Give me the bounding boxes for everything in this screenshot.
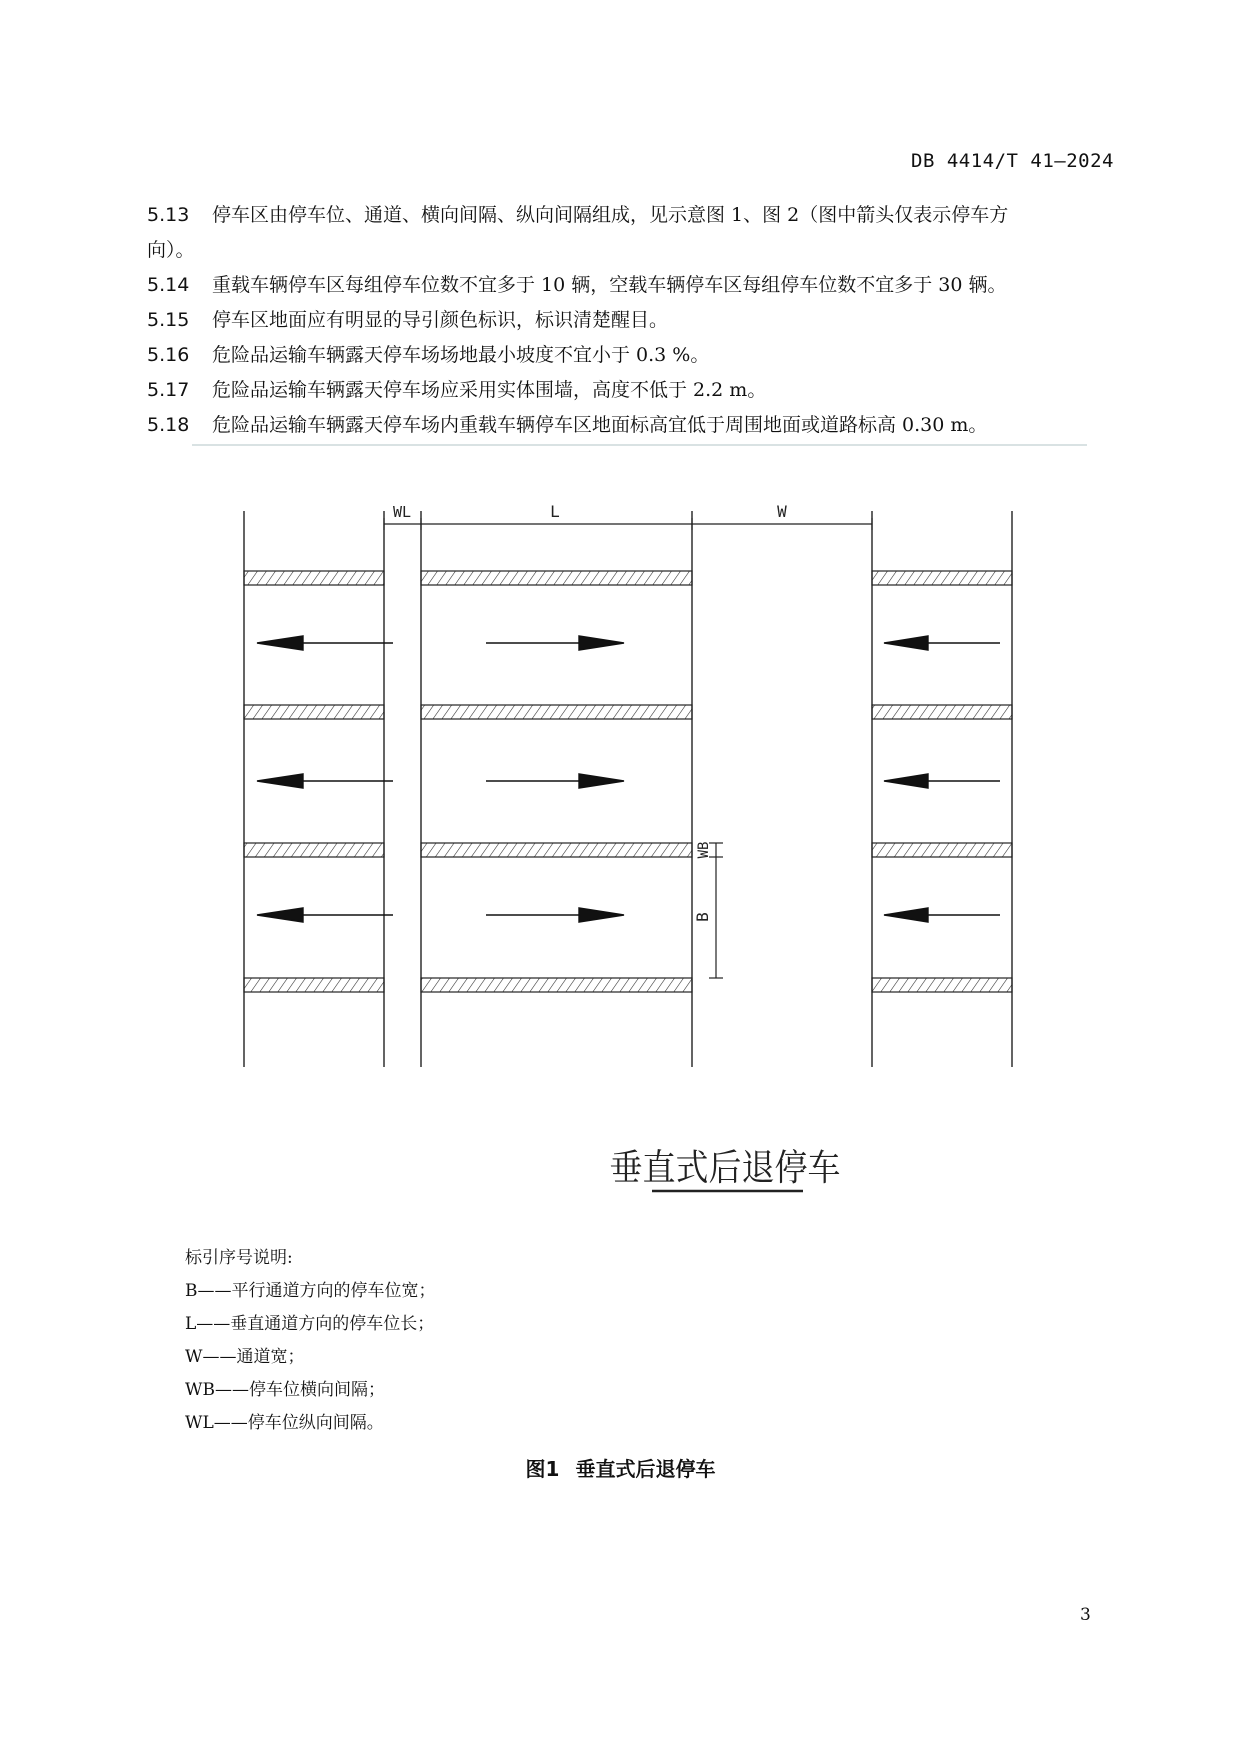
separator-strip bbox=[421, 843, 692, 857]
separator-strip bbox=[421, 571, 692, 585]
arrows-middle-column bbox=[486, 636, 624, 922]
legend-item: WL——停车位纵向间隔。 bbox=[185, 1413, 384, 1433]
figure-title: 垂直式后退停车 bbox=[575, 1457, 716, 1481]
legend-item: L——垂直通道方向的停车位长； bbox=[185, 1314, 435, 1334]
dim-label-wb: WB bbox=[696, 841, 712, 859]
arrow-right-icon bbox=[486, 774, 624, 788]
separator-strip bbox=[421, 978, 692, 992]
dim-label-b: B bbox=[693, 912, 712, 922]
legend-title: 标引序号说明: bbox=[185, 1248, 293, 1268]
dim-label-wl: WL bbox=[392, 503, 412, 521]
clause-text: 危险品运输车辆露天停车场应采用实体围墙，高度不低于 2.2 m。 bbox=[212, 379, 767, 401]
separator-strip bbox=[421, 705, 692, 719]
arrow-left-icon bbox=[257, 774, 393, 788]
clause-number: 5.18 bbox=[147, 414, 190, 436]
clause-number: 5.17 bbox=[147, 379, 190, 401]
clause-number: 5.16 bbox=[147, 344, 190, 366]
arrow-left-icon bbox=[884, 636, 1000, 650]
side-dimension bbox=[709, 843, 723, 978]
page-number: 3 bbox=[1080, 1605, 1091, 1625]
dim-label-w: W bbox=[777, 502, 787, 521]
arrow-right-icon bbox=[486, 636, 624, 650]
separator-strip bbox=[244, 571, 384, 585]
arrow-left-icon bbox=[884, 908, 1000, 922]
top-dimension bbox=[384, 518, 872, 530]
arrows-right-column bbox=[884, 636, 1000, 922]
figure-caption bbox=[0, 1453, 1241, 1482]
clause-number: 5.15 bbox=[147, 309, 190, 331]
legend-item: WB——停车位横向间隔； bbox=[185, 1380, 385, 1400]
arrow-left-icon bbox=[257, 636, 393, 650]
diagram-inner-title: 垂直式后退停车 bbox=[609, 1147, 841, 1190]
separator-strip bbox=[244, 705, 384, 719]
separator-strip bbox=[872, 978, 1012, 992]
arrows-left-column bbox=[257, 636, 393, 922]
clause-text: 危险品运输车辆露天停车场场地最小坡度不宜小于 0.3 %。 bbox=[212, 344, 710, 366]
clause-text: 停车区地面应有明显的导引颜色标识，标识清楚醒目。 bbox=[212, 309, 669, 331]
figure-number: 图1 bbox=[525, 1457, 560, 1481]
document-code: DB 4414/T 41—2024 bbox=[911, 150, 1114, 172]
separator-strip bbox=[244, 978, 384, 992]
separator-strip bbox=[872, 705, 1012, 719]
legend-item: W——通道宽； bbox=[185, 1347, 305, 1367]
clause-5-13-continuation: 向）。 bbox=[147, 239, 195, 261]
clause-text: 危险品运输车辆露天停车场内重载车辆停车区地面标高宜低于周围地面或道路标高 0.30 m。 bbox=[212, 414, 988, 436]
clause-number: 5.13 bbox=[147, 204, 190, 226]
arrow-left-icon bbox=[257, 908, 393, 922]
legend bbox=[185, 1242, 436, 1440]
separator-strip bbox=[872, 843, 1012, 857]
clause-text: 重载车辆停车区每组停车位数不宜多于 10 辆，空载车辆停车区每组停车位数不宜多于 30 辆。 bbox=[212, 274, 1007, 296]
separator-strip bbox=[244, 843, 384, 857]
arrow-right-icon bbox=[486, 908, 624, 922]
dim-label-l: L bbox=[550, 502, 560, 521]
arrow-left-icon bbox=[884, 774, 1000, 788]
separator-strip bbox=[872, 571, 1012, 585]
legend-item: B——平行通道方向的停车位宽； bbox=[185, 1281, 436, 1301]
clause-text: 停车区由停车位、通道、横向间隔、纵向间隔组成，见示意图 1、图 2（图中箭头仅表示停车方 bbox=[212, 204, 1009, 226]
clause-number: 5.14 bbox=[147, 274, 190, 296]
